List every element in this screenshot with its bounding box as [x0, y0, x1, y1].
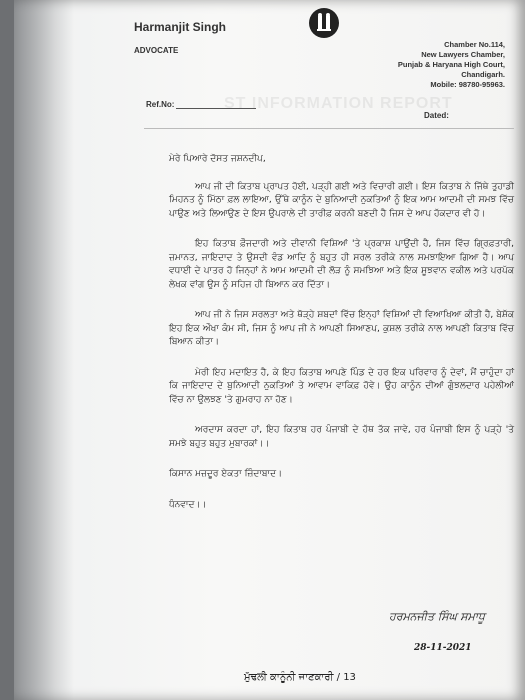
chamber-address [335, 40, 505, 90]
dated-label: Dated: [424, 111, 449, 120]
ref-no-label: Ref.No: [146, 100, 175, 109]
letter-body [169, 153, 514, 529]
salutation: ਮੇਰੇ ਪਿਆਰੇ ਦੋਸਤ ਜਸ਼ਨਦੀਪ, [169, 154, 266, 164]
ref-no-line [176, 108, 256, 109]
paragraph: ਇਹ ਕਿਤਾਬ ਫ਼ੌਜਦਾਰੀ ਅਤੇ ਦੀਵਾਨੀ ਵਿਸ਼ਿਆਂ 'ਤੇ ਪ੍ਰਕਾਸ਼ ਪਾਉਂਦੀ ਹੈ, ਜਿਸ ਵਿੱਚ ਗ੍ਰਿਫ਼ਤਾਰੀ, ਜ਼ਮਾਨਤ, ਜਾਇਦਾਦ ਤੇ ਉਸਦੀ ਵੰਡ ਆਦਿ ਨੂੰ ਬਹੁਤ ਹੀ ਸਰਲ ਤਰੀਕੇ ਨਾਲ ਸਮਝਾਇਆ ਗਿਆ ਹੈ। ਆਪ ਵਧਾਈ ਦੇ ਪਾਤਰ ਹੋ ਜਿਨ੍ਹਾਂ ਨੇ ਆਮ ਆਦਮੀ ਦੀ ਲੋੜ ਨੂੰ ਸਮਝਿਆ ਅਤੇ ਇਕ ਸੂਝਵਾਨ ਵਕੀਲ ਅਤੇ ਪਰਪੱਕ ਲੇਖਕ ਵਾਂਗ ਉਸ ਨੂੰ ਸਹਿਜ ਹੀ ਬਿਆਨ ਕਰ ਦਿੱਤਾ। [169, 239, 514, 290]
address-line: Punjab & Haryana High Court, [397, 60, 505, 69]
address-line: New Lawyers Chamber, [421, 50, 505, 59]
address-line: Chamber No.114, [444, 40, 505, 49]
letter-page [14, 0, 525, 700]
book-gutter-shadow [14, 0, 74, 700]
handwritten-signature: ਹਰਮਨਜੀਤ ਸਿੰਘ ਸਮਾਧੂ [389, 610, 485, 623]
header-divider [144, 128, 514, 129]
address-line: Mobile: 98780-95963. [430, 80, 505, 89]
paragraph: ਆਪ ਜੀ ਨੇ ਜਿਸ ਸਰਲਤਾ ਅਤੇ ਥੋੜ੍ਹੇ ਸ਼ਬਦਾਂ ਵਿੱਚ ਇਨ੍ਹਾਂ ਵਿਸ਼ਿਆਂ ਦੀ ਵਿਆਖਿਆ ਕੀਤੀ ਹੈ, ਬੇਸ਼ੱਕ ਇਹ ਇਕ ਔਖਾ ਕੰਮ ਸੀ, ਜਿਸ ਨੂੰ ਆਪ ਜੀ ਨੇ ਆਪਣੀ ਸਿਆਣਪ, ਕੁਸ਼ਲ ਤਰੀਕੇ ਨਾਲ ਆਪਣੀ ਕਿਤਾਬ ਵਿੱਚ ਬਿਆਨ ਕੀਤਾ। [169, 310, 514, 347]
signature-date: 28-11-2021 [414, 643, 472, 653]
advocate-title: ADVOCATE [134, 46, 179, 55]
slogan: ਕਿਸਾਨ ਮਜ਼ਦੂਰ ਏਕਤਾ ਜ਼ਿੰਦਾਬਾਦ। [169, 469, 283, 479]
page-footer: ਮੁੱਢਲੀ ਕਾਨੂੰਨੀ ਜਾਣਕਾਰੀ / 13 [244, 672, 356, 683]
thanks: ਧੰਨਵਾਦ।। [169, 499, 207, 510]
advocate-name: Harmanjit Singh [134, 20, 227, 34]
address-line: Chandigarh. [461, 70, 505, 79]
show-through-watermark: ST INFORMATION REPORT [224, 95, 453, 112]
paragraph: ਆਪ ਜੀ ਦੀ ਕਿਤਾਬ ਪ੍ਰਾਪਤ ਹੋਈ, ਪੜ੍ਹੀ ਗਈ ਅਤੇ ਵਿਚਾਰੀ ਗਈ। ਇਸ ਕਿਤਾਬ ਨੇ ਜਿੱਥੇ ਤੁਹਾਡੀ ਮਿਹਨਤ ਨੂੰ ਮਿੱਠਾ ਫ਼ਲ ਲਾਇਆ, ਉੱਥੇ ਕਾਨੂੰਨ ਦੇ ਬੁਨਿਆਦੀ ਨੁਕਤਿਆਂ ਨੂੰ ਇਕ ਆਮ ਆਦਮੀ ਦੀ ਸਮਝ ਵਿੱਚ ਪਾਉਣ ਅਤੇ ਲਿਆਉਣ ਦੇ ਇਸ ਉਪਰਾਲੇ ਦੀ ਤਾਰੀਫ਼ ਕਰਨੀ ਬਣਦੀ ਹੈ ਜਿਸ ਦੇ ਆਪ ਹੱਕਦਾਰ ਵੀ ਹੋ। [169, 181, 514, 219]
ref-no-field [146, 100, 256, 109]
paragraph: ਮੇਰੀ ਇਹ ਮਦਾਇਤ ਹੈ, ਕੇ ਇਹ ਕਿਤਾਬ ਆਪਣੇ ਪਿੰਡ ਦੇ ਹਰ ਇਕ ਪਰਿਵਾਰ ਨੂੰ ਦੇਵਾਂ, ਮੈਂ ਚਾਹੁੰਦਾ ਹਾਂ ਕਿ ਜਾਇਦਾਦ ਦੇ ਬੁਨਿਆਦੀ ਨੁਕਤਿਆਂ ਤੇ ਆਵਾਮ ਵਾਕਿਫ਼ ਹੋਵੇ। ਉਹ ਕਾਨੂੰਨ ਦੀਆਂ ਗੁੰਝਲਦਾਰ ਪਹੇਲੀਆਂ ਵਿੱਚ ਨਾ ਉਲਝਣ 'ਤੇ ਗੁਮਰਾਹ ਨਾ ਹੋਣ। [169, 367, 514, 405]
paragraph: ਅਰਦਾਸ ਕਰਦਾ ਹਾਂ, ਇਹ ਕਿਤਾਬ ਹਰ ਪੰਜਾਬੀ ਦੇ ਹੱਥ ਤੱਕ ਜਾਵੇ, ਹਰ ਪੰਜਾਬੀ ਇਸ ਨੂੰ ਪੜ੍ਹੇ 'ਤੇ ਸਮਝੇ ਬਹੁਤ ਬਹੁਤ ਮੁਬਾਰਕਾਂ।। [169, 425, 514, 449]
scales-of-justice-icon [309, 8, 339, 38]
